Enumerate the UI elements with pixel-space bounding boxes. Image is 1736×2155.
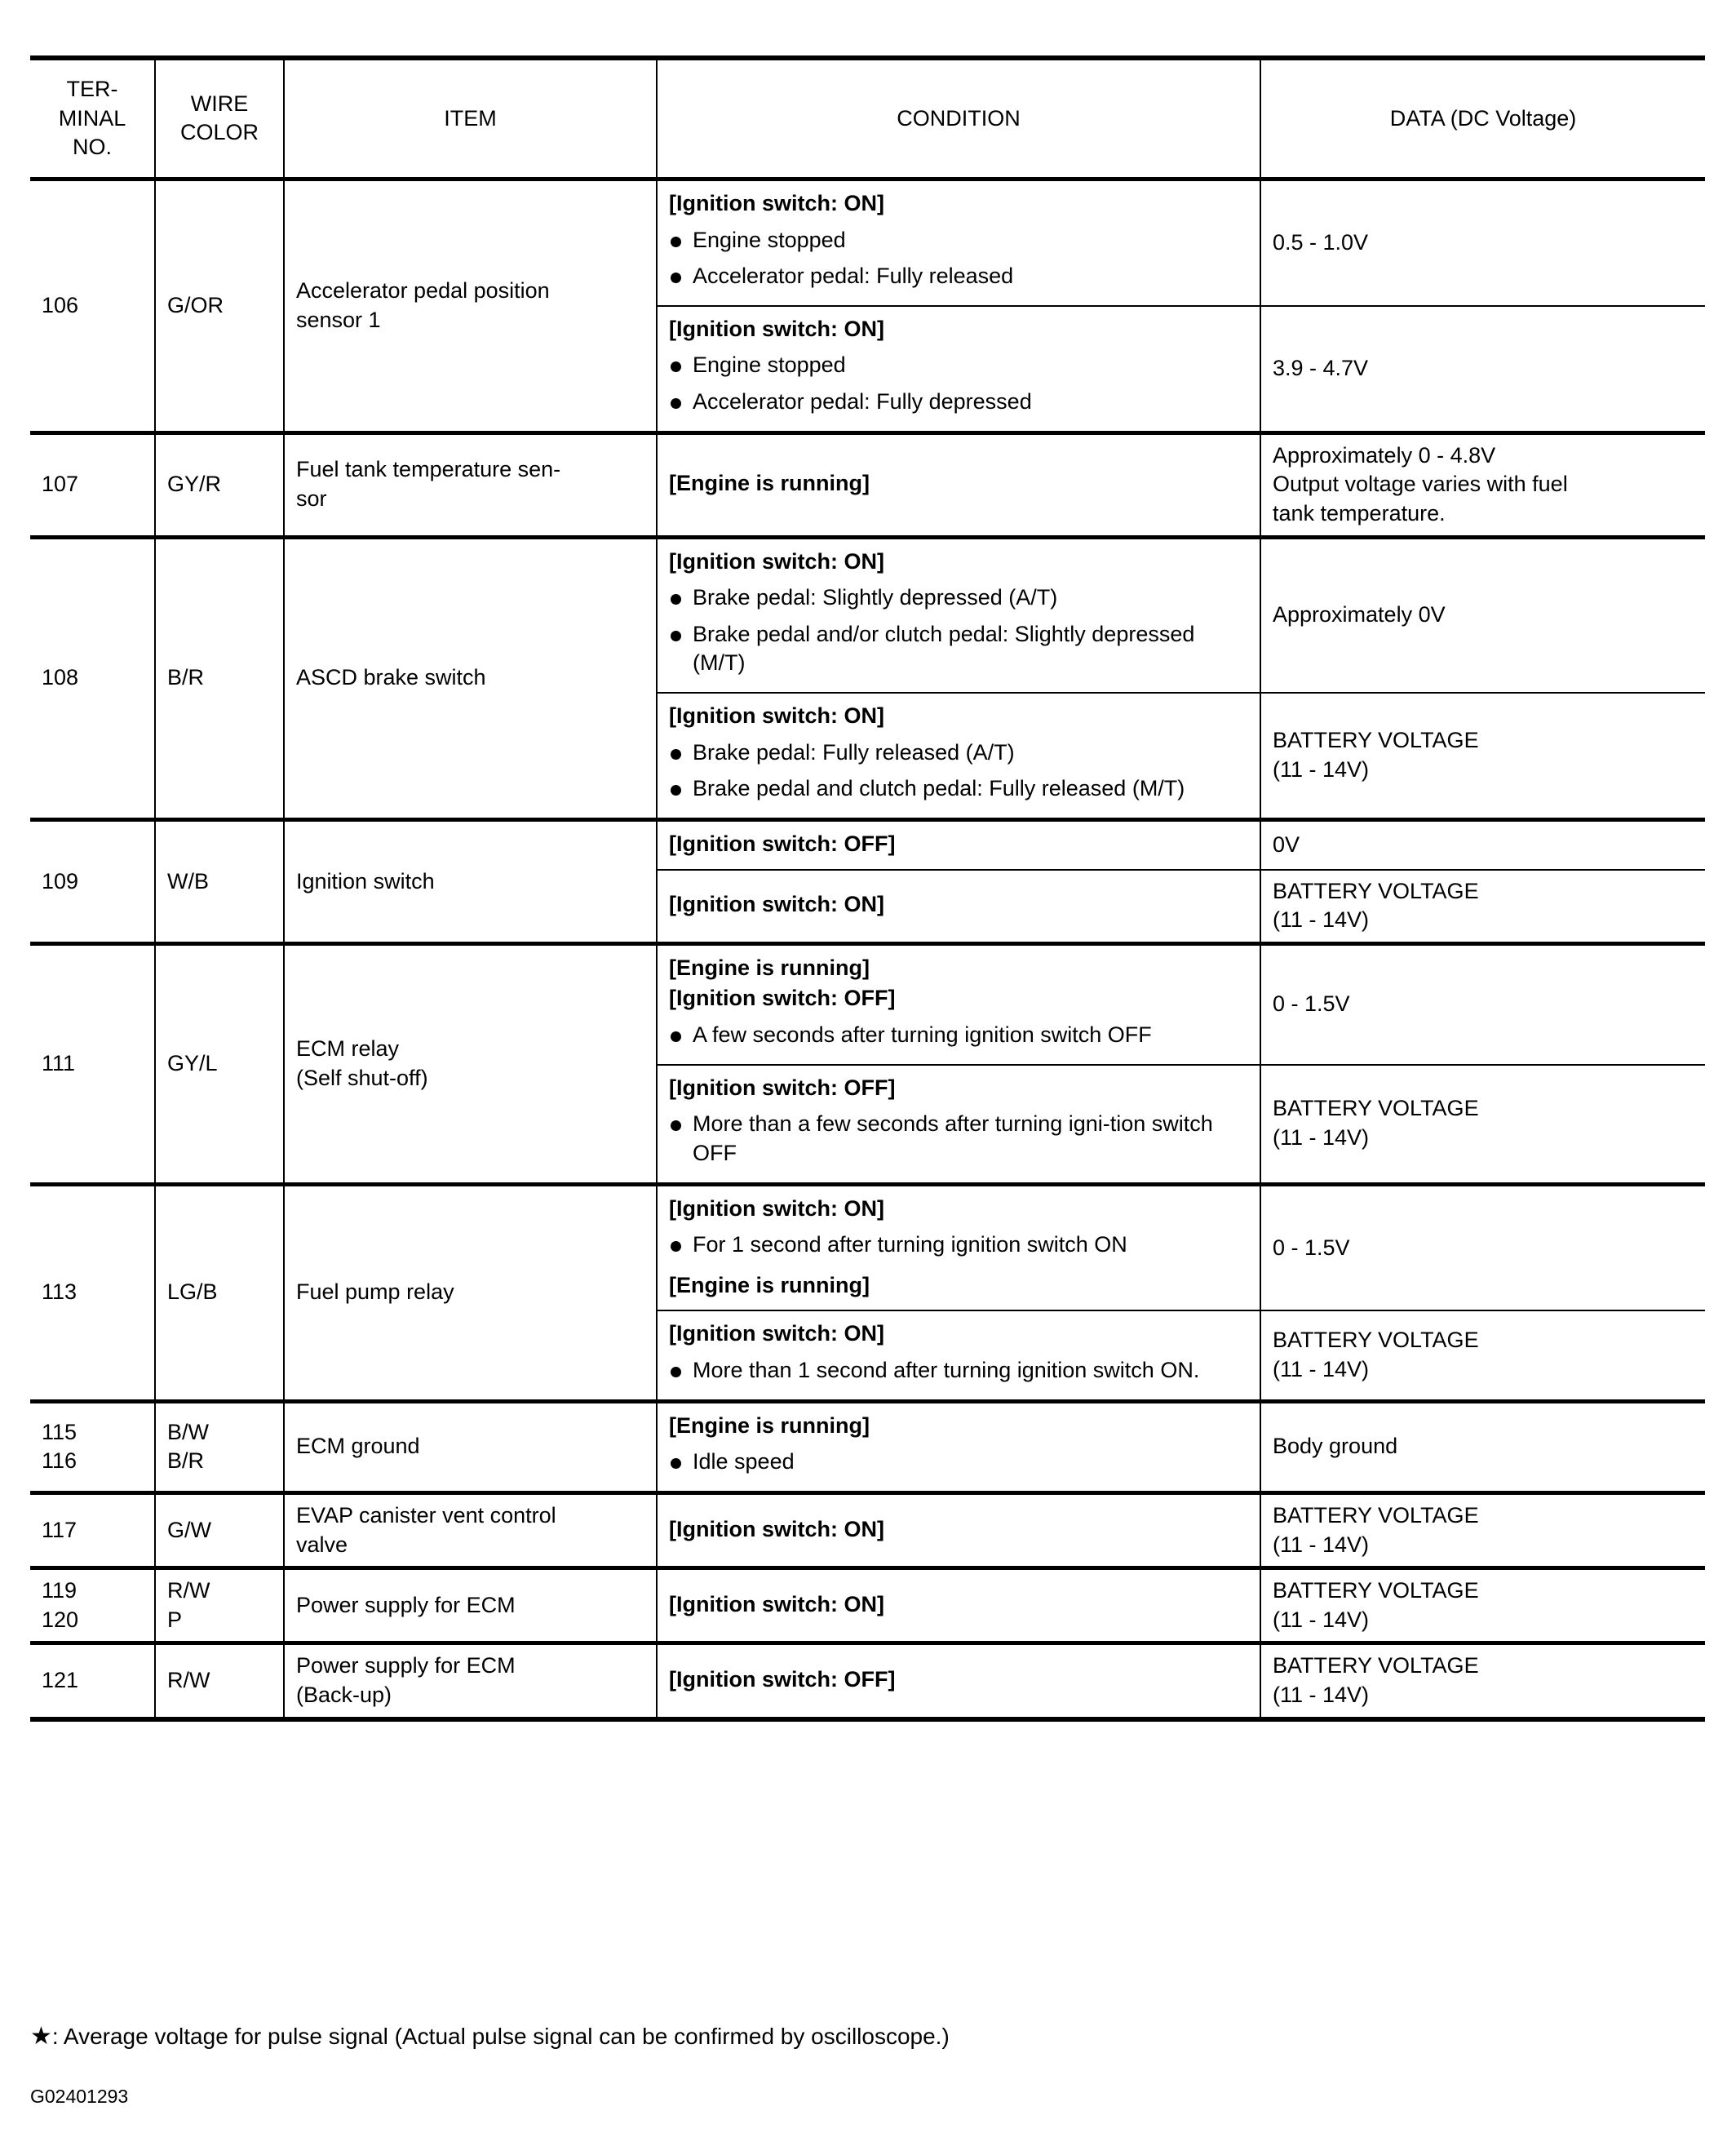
wire-color-value: B/R (167, 665, 205, 690)
condition-bullet-list (669, 1230, 1248, 1260)
figure-id: G02401293 (30, 2086, 129, 2107)
data-voltage-cell (1260, 432, 1705, 537)
table-header (30, 58, 1705, 179)
condition-bullet-list (669, 1021, 1248, 1050)
terminal-no-value: 106 (42, 292, 79, 317)
data-voltage-cell (1260, 1401, 1705, 1492)
data-voltage-cell (1260, 819, 1705, 869)
condition-bullet: For 1 second after turning ignition switch ON (669, 1230, 1248, 1260)
item-cell (284, 179, 657, 432)
condition-bullet: Brake pedal and/or clutch pedal: Slightly depressed (M/T) (669, 620, 1248, 678)
table-row (30, 432, 1705, 537)
data-voltage-line: BATTERY VOLTAGE (1273, 1096, 1479, 1121)
table-row (30, 179, 1705, 305)
condition-heading: [Ignition switch: ON] (669, 190, 884, 215)
data-voltage-line: (11 - 14V) (1273, 1607, 1370, 1632)
terminal-no-value: 120 (42, 1607, 79, 1632)
condition-heading: [Engine is running] (669, 955, 870, 980)
condition-cell (657, 1643, 1260, 1719)
terminal-no-value: 116 (42, 1448, 78, 1474)
condition-cell (657, 179, 1260, 305)
column-header-wire-color (155, 58, 284, 179)
wire-color-cell (155, 432, 284, 537)
item-label: Fuel pump relay (296, 1279, 454, 1305)
data-voltage-cell (1260, 1492, 1705, 1567)
item-label: ECM ground (296, 1434, 420, 1459)
condition-heading: [Ignition switch: ON] (669, 1321, 884, 1346)
condition-bullet: Brake pedal: Slightly depressed (A/T) (669, 583, 1248, 613)
item-label: (Self shut-off) (296, 1065, 428, 1090)
condition-heading: [Ignition switch: ON] (669, 1516, 884, 1541)
condition-heading: [Ignition switch: OFF] (669, 986, 896, 1011)
terminal-no-cell (30, 432, 155, 537)
condition-bullet-list (669, 1448, 1248, 1477)
condition-cell (657, 1568, 1260, 1643)
terminal-no-cell (30, 1643, 155, 1719)
item-label: Power supply for ECM (296, 1653, 516, 1678)
item-cell (284, 1643, 657, 1719)
condition-bullet: Brake pedal and clutch pedal: Fully released (M/T) (669, 774, 1248, 804)
condition-bullet: More than a few seconds after turning igni-tion switch OFF (669, 1110, 1248, 1168)
data-voltage-line: BATTERY VOLTAGE (1273, 728, 1479, 753)
condition-heading: [Ignition switch: ON] (669, 548, 884, 574)
table-row (30, 943, 1705, 1064)
data-voltage-cell (1260, 1643, 1705, 1719)
wire-color-value: B/W (167, 1419, 209, 1444)
table-body (30, 179, 1705, 1718)
wire-color-value: G/W (167, 1517, 211, 1542)
item-cell (284, 819, 657, 943)
condition-heading: [Ignition switch: ON] (669, 892, 884, 917)
data-voltage-line: BATTERY VOLTAGE (1273, 878, 1479, 903)
wire-color-cell (155, 819, 284, 943)
condition-bullet-list (669, 1110, 1248, 1168)
terminal-no-value: 113 (42, 1279, 78, 1305)
condition-bullet: Accelerator pedal: Fully depressed (669, 388, 1248, 417)
data-voltage-cell (1260, 943, 1705, 1064)
data-voltage-cell (1260, 306, 1705, 432)
data-voltage-line: (11 - 14V) (1273, 1125, 1370, 1151)
table-row (30, 1568, 1705, 1643)
item-cell (284, 943, 657, 1184)
data-voltage-cell (1260, 1310, 1705, 1401)
item-label: ASCD brake switch (296, 665, 486, 690)
footnote (30, 2024, 950, 2050)
wire-color-value: R/W (167, 1668, 210, 1693)
condition-bullet-list (669, 738, 1248, 804)
condition-bullet-list (669, 351, 1248, 416)
condition-bullet: Accelerator pedal: Fully released (669, 262, 1248, 291)
data-voltage-cell (1260, 870, 1705, 944)
data-voltage-line: Approximately 0 - 4.8V (1273, 442, 1496, 468)
header-line: TER- (66, 77, 118, 101)
wire-color-cell (155, 1492, 284, 1567)
data-voltage-line: (11 - 14V) (1273, 1683, 1370, 1707)
condition-cell (657, 943, 1260, 1064)
terminal-no-value: 121 (42, 1668, 79, 1693)
item-label: Power supply for ECM (296, 1592, 516, 1617)
header-line: COLOR (179, 120, 259, 145)
wire-color-cell (155, 1401, 284, 1492)
condition-cell (657, 1065, 1260, 1184)
condition-cell (657, 306, 1260, 432)
ecm-terminal-reference-table (30, 55, 1705, 1722)
condition-cell (657, 1492, 1260, 1567)
data-voltage-line: BATTERY VOLTAGE (1273, 1653, 1479, 1678)
terminal-no-value: 111 (42, 1050, 76, 1075)
item-label: ECM relay (296, 1036, 400, 1061)
data-voltage-cell (1260, 693, 1705, 819)
data-voltage-line: Body ground (1273, 1434, 1398, 1459)
condition-heading: [Ignition switch: OFF] (669, 1075, 896, 1100)
condition-cell (657, 693, 1260, 819)
data-voltage-line: 0V (1273, 831, 1300, 857)
condition-bullet: Engine stopped (669, 226, 1248, 255)
condition-heading: [Ignition switch: ON] (669, 1591, 884, 1616)
wire-color-value: B/R (167, 1448, 205, 1474)
wire-color-cell (155, 1643, 284, 1719)
table-row (30, 1643, 1705, 1719)
condition-heading: [Ignition switch: ON] (669, 703, 884, 728)
condition-heading: [Ignition switch: ON] (669, 1195, 884, 1221)
wire-color-cell (155, 943, 284, 1184)
data-voltage-line: Output voltage varies with fuel (1273, 472, 1568, 497)
terminal-no-cell (30, 943, 155, 1184)
condition-bullet: Brake pedal: Fully released (A/T) (669, 738, 1248, 768)
data-voltage-line: BATTERY VOLTAGE (1273, 1502, 1479, 1528)
data-voltage-cell (1260, 1065, 1705, 1184)
data-voltage-line: tank temperature. (1273, 500, 1446, 525)
terminal-no-cell (30, 1568, 155, 1643)
data-voltage-cell (1260, 1184, 1705, 1310)
table-row (30, 537, 1705, 693)
data-voltage-line: BATTERY VOLTAGE (1273, 1328, 1479, 1353)
condition-bullet: Engine stopped (669, 351, 1248, 380)
data-voltage-line: BATTERY VOLTAGE (1273, 1578, 1479, 1603)
terminal-no-cell (30, 179, 155, 432)
wire-color-value: LG/B (167, 1279, 218, 1305)
data-voltage-line: Approximately 0V (1273, 602, 1446, 627)
column-header-condition: CONDITION (657, 58, 1260, 179)
condition-heading: [Ignition switch: OFF] (669, 1667, 896, 1692)
terminal-no-value: 107 (42, 472, 79, 497)
table-row (30, 1401, 1705, 1492)
item-label: valve (296, 1532, 348, 1557)
data-voltage-line: (11 - 14V) (1273, 1357, 1370, 1381)
header-line: NO. (72, 135, 112, 160)
condition-cell (657, 1184, 1260, 1310)
terminal-no-value: 117 (42, 1517, 78, 1542)
header-line: MINAL (58, 105, 126, 131)
item-label: EVAP canister vent control (296, 1502, 556, 1528)
condition-bullet: More than 1 second after turning ignition switch ON. (669, 1356, 1248, 1386)
wire-color-cell (155, 1568, 284, 1643)
terminal-no-value: 115 (42, 1419, 78, 1444)
table-row (30, 1492, 1705, 1567)
terminal-no-value: 119 (42, 1578, 78, 1603)
terminal-no-cell (30, 819, 155, 943)
condition-cell (657, 537, 1260, 693)
condition-cell (657, 819, 1260, 869)
item-label: sor (296, 486, 327, 512)
data-voltage-line: (11 - 14V) (1273, 907, 1370, 933)
item-label: Fuel tank temperature sen- (296, 457, 561, 482)
condition-bullet: Idle speed (669, 1448, 1248, 1477)
item-cell (284, 432, 657, 537)
condition-heading: [Ignition switch: ON] (669, 316, 884, 341)
item-cell (284, 1184, 657, 1401)
header-line: WIRE (190, 91, 249, 116)
condition-cell (657, 432, 1260, 537)
column-header-item: ITEM (284, 58, 657, 179)
condition-bullet-list (669, 226, 1248, 291)
data-voltage-line: 0.5 - 1.0V (1273, 230, 1369, 255)
item-label: sensor 1 (296, 307, 381, 332)
item-cell (284, 1568, 657, 1643)
terminal-no-cell (30, 537, 155, 819)
item-cell (284, 1401, 657, 1492)
item-cell (284, 537, 657, 819)
item-label: (Back-up) (296, 1683, 392, 1707)
terminal-no-cell (30, 1492, 155, 1567)
footnote-text: : Average voltage for pulse signal (Actual pulse signal can be confirmed by oscilloscope.) (51, 2024, 950, 2049)
column-header-terminal-no (30, 58, 155, 179)
wire-color-value: P (167, 1607, 183, 1632)
condition-heading: [Engine is running] (669, 1272, 870, 1297)
item-label: Accelerator pedal position (296, 278, 550, 304)
data-voltage-cell (1260, 179, 1705, 305)
condition-cell (657, 1401, 1260, 1492)
item-cell (284, 1492, 657, 1567)
condition-bullet-list (669, 583, 1248, 678)
data-voltage-line: (11 - 14V) (1273, 756, 1370, 782)
terminal-no-cell (30, 1184, 155, 1401)
wire-color-cell (155, 179, 284, 432)
star-icon: ★ (30, 2023, 52, 2050)
wire-color-value: W/B (167, 868, 209, 893)
table-row (30, 819, 1705, 869)
wire-color-value: GY/L (167, 1050, 218, 1075)
condition-bullet: A few seconds after turning ignition switch OFF (669, 1021, 1248, 1050)
condition-cell (657, 870, 1260, 944)
condition-heading: [Ignition switch: OFF] (669, 831, 896, 856)
data-voltage-cell (1260, 537, 1705, 693)
wire-color-value: G/OR (167, 292, 224, 317)
data-voltage-line: (11 - 14V) (1273, 1532, 1370, 1557)
terminal-no-value: 109 (42, 868, 79, 893)
data-voltage-line: 0 - 1.5V (1273, 991, 1350, 1017)
item-label: Ignition switch (296, 868, 435, 893)
wire-color-cell (155, 1184, 284, 1401)
wire-color-value: GY/R (167, 472, 222, 497)
column-header-data: DATA (DC Voltage) (1260, 58, 1705, 179)
condition-heading: [Engine is running] (669, 1412, 870, 1438)
terminal-no-value: 108 (42, 665, 79, 690)
table-row (30, 1184, 1705, 1310)
condition-heading: [Engine is running] (669, 471, 870, 496)
wire-color-cell (155, 537, 284, 819)
data-voltage-line: 3.9 - 4.7V (1273, 355, 1369, 380)
data-voltage-cell (1260, 1568, 1705, 1643)
condition-cell (657, 1310, 1260, 1401)
terminal-no-cell (30, 1401, 155, 1492)
condition-bullet-list (669, 1356, 1248, 1386)
data-voltage-line: 0 - 1.5V (1273, 1235, 1350, 1260)
wire-color-value: R/W (167, 1578, 210, 1603)
